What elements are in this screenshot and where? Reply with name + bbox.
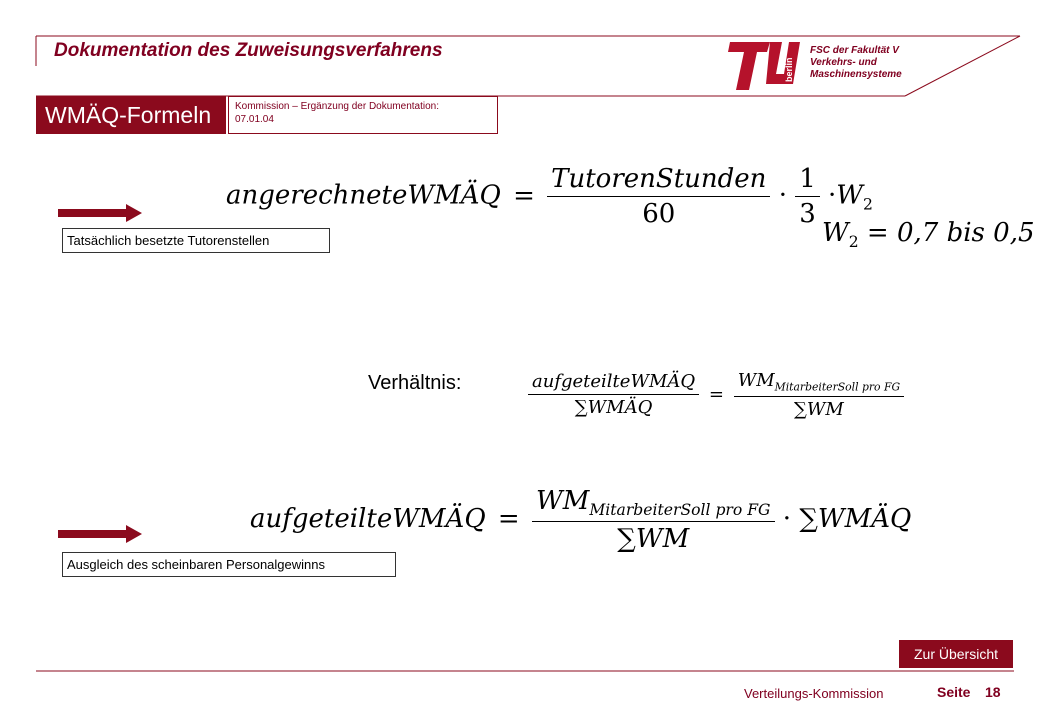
page-label: Seite <box>937 684 971 700</box>
label-personalgewinn: Ausgleich des scheinbaren Personalgewinns <box>62 552 396 577</box>
label-tutorenstellen: Tatsächlich besetzte Tutorenstellen <box>62 228 330 253</box>
section-title: WMÄQ-Formeln <box>36 96 226 134</box>
overview-button[interactable]: Zur Übersicht <box>899 640 1013 668</box>
arrow-icon <box>58 203 144 223</box>
formula-aufgeteilte-wmaeq: aufgeteilteWMÄQ = $\frac{WM_{MitarbeiterSoll pro FG}}{\sum WM}$ · ∑WMÄQ <box>250 486 912 555</box>
formula-ratio: $\frac{\text{aufgeteilteWMÄQ}}{\text{∑WMÄQ}}$ = $\frac{WM_{MitarbeiterSoll pro FG}}{\sum WM}$ <box>528 370 904 420</box>
formula1-frac2-num: 1 <box>795 164 820 197</box>
formula1-factor: W <box>836 180 864 211</box>
ratio-left-den: ∑WMÄQ <box>574 397 653 419</box>
w2-rest: = 0,7 bis 0,5 <box>866 218 1035 248</box>
formula2-fraction <box>532 486 775 554</box>
ratio-right-den: ∑WM <box>794 398 844 420</box>
formula2-num-sub: MitarbeiterSoll pro FG <box>589 501 771 520</box>
ratio-right-fraction <box>734 370 904 420</box>
ratio-right-num-sub: MitarbeiterSoll pro FG <box>774 380 901 394</box>
institution-text <box>810 45 902 81</box>
commission-line-1: Kommission – Ergänzung der Dokumentation: <box>235 101 439 112</box>
formula1-factor-sub: 2 <box>863 195 873 214</box>
document-title: Dokumentation des Zuweisungsverfahrens <box>54 40 443 61</box>
commission-note <box>228 96 498 134</box>
formula2-num: WM <box>535 486 590 516</box>
ratio-right-num: WM <box>737 370 775 391</box>
institution-line-3: Maschinensysteme <box>810 69 902 80</box>
tu-berlin-logo <box>726 40 802 92</box>
w2-symbol: W <box>822 218 849 248</box>
page-number: 18 <box>985 684 1001 700</box>
formula1-third-fraction <box>795 164 820 229</box>
ratio-left-num: aufgeteilteWMÄQ <box>528 371 699 395</box>
formula1-main-fraction <box>547 164 770 229</box>
logo-text: berlin <box>784 57 794 82</box>
formula1-numerator: TutorenStunden <box>547 164 770 197</box>
formula2-lhs: aufgeteilteWMÄQ <box>250 504 486 535</box>
footer-divider <box>36 670 1014 672</box>
w2-sub: 2 <box>848 233 859 252</box>
arrow-icon <box>58 524 144 544</box>
formula2-den: ∑WM <box>617 524 690 555</box>
institution-line-1: FSC der Fakultät V <box>810 45 899 56</box>
institution-line-2: Verkehrs- und <box>810 57 877 68</box>
formula1-frac2-den: 3 <box>799 199 816 229</box>
formula1-denominator: 60 <box>642 199 676 229</box>
formula1-lhs: angerechneteWMÄQ <box>226 180 501 211</box>
formula-w2-range <box>822 218 1035 251</box>
ratio-left-fraction <box>528 371 699 418</box>
formula2-tail: ∑WMÄQ <box>799 504 912 535</box>
commission-line-2: 07.01.04 <box>235 114 274 125</box>
ratio-label: Verhältnis: <box>368 372 462 394</box>
footer-text: Verteilungs-Kommission <box>744 686 884 701</box>
formula-angerechnete-wmaeq: angerechneteWMÄQ = $\frac{\text{TutorenStunden}}{60}$ · $\frac{1}{3}$ $\cdot W_2$ <box>226 164 873 229</box>
